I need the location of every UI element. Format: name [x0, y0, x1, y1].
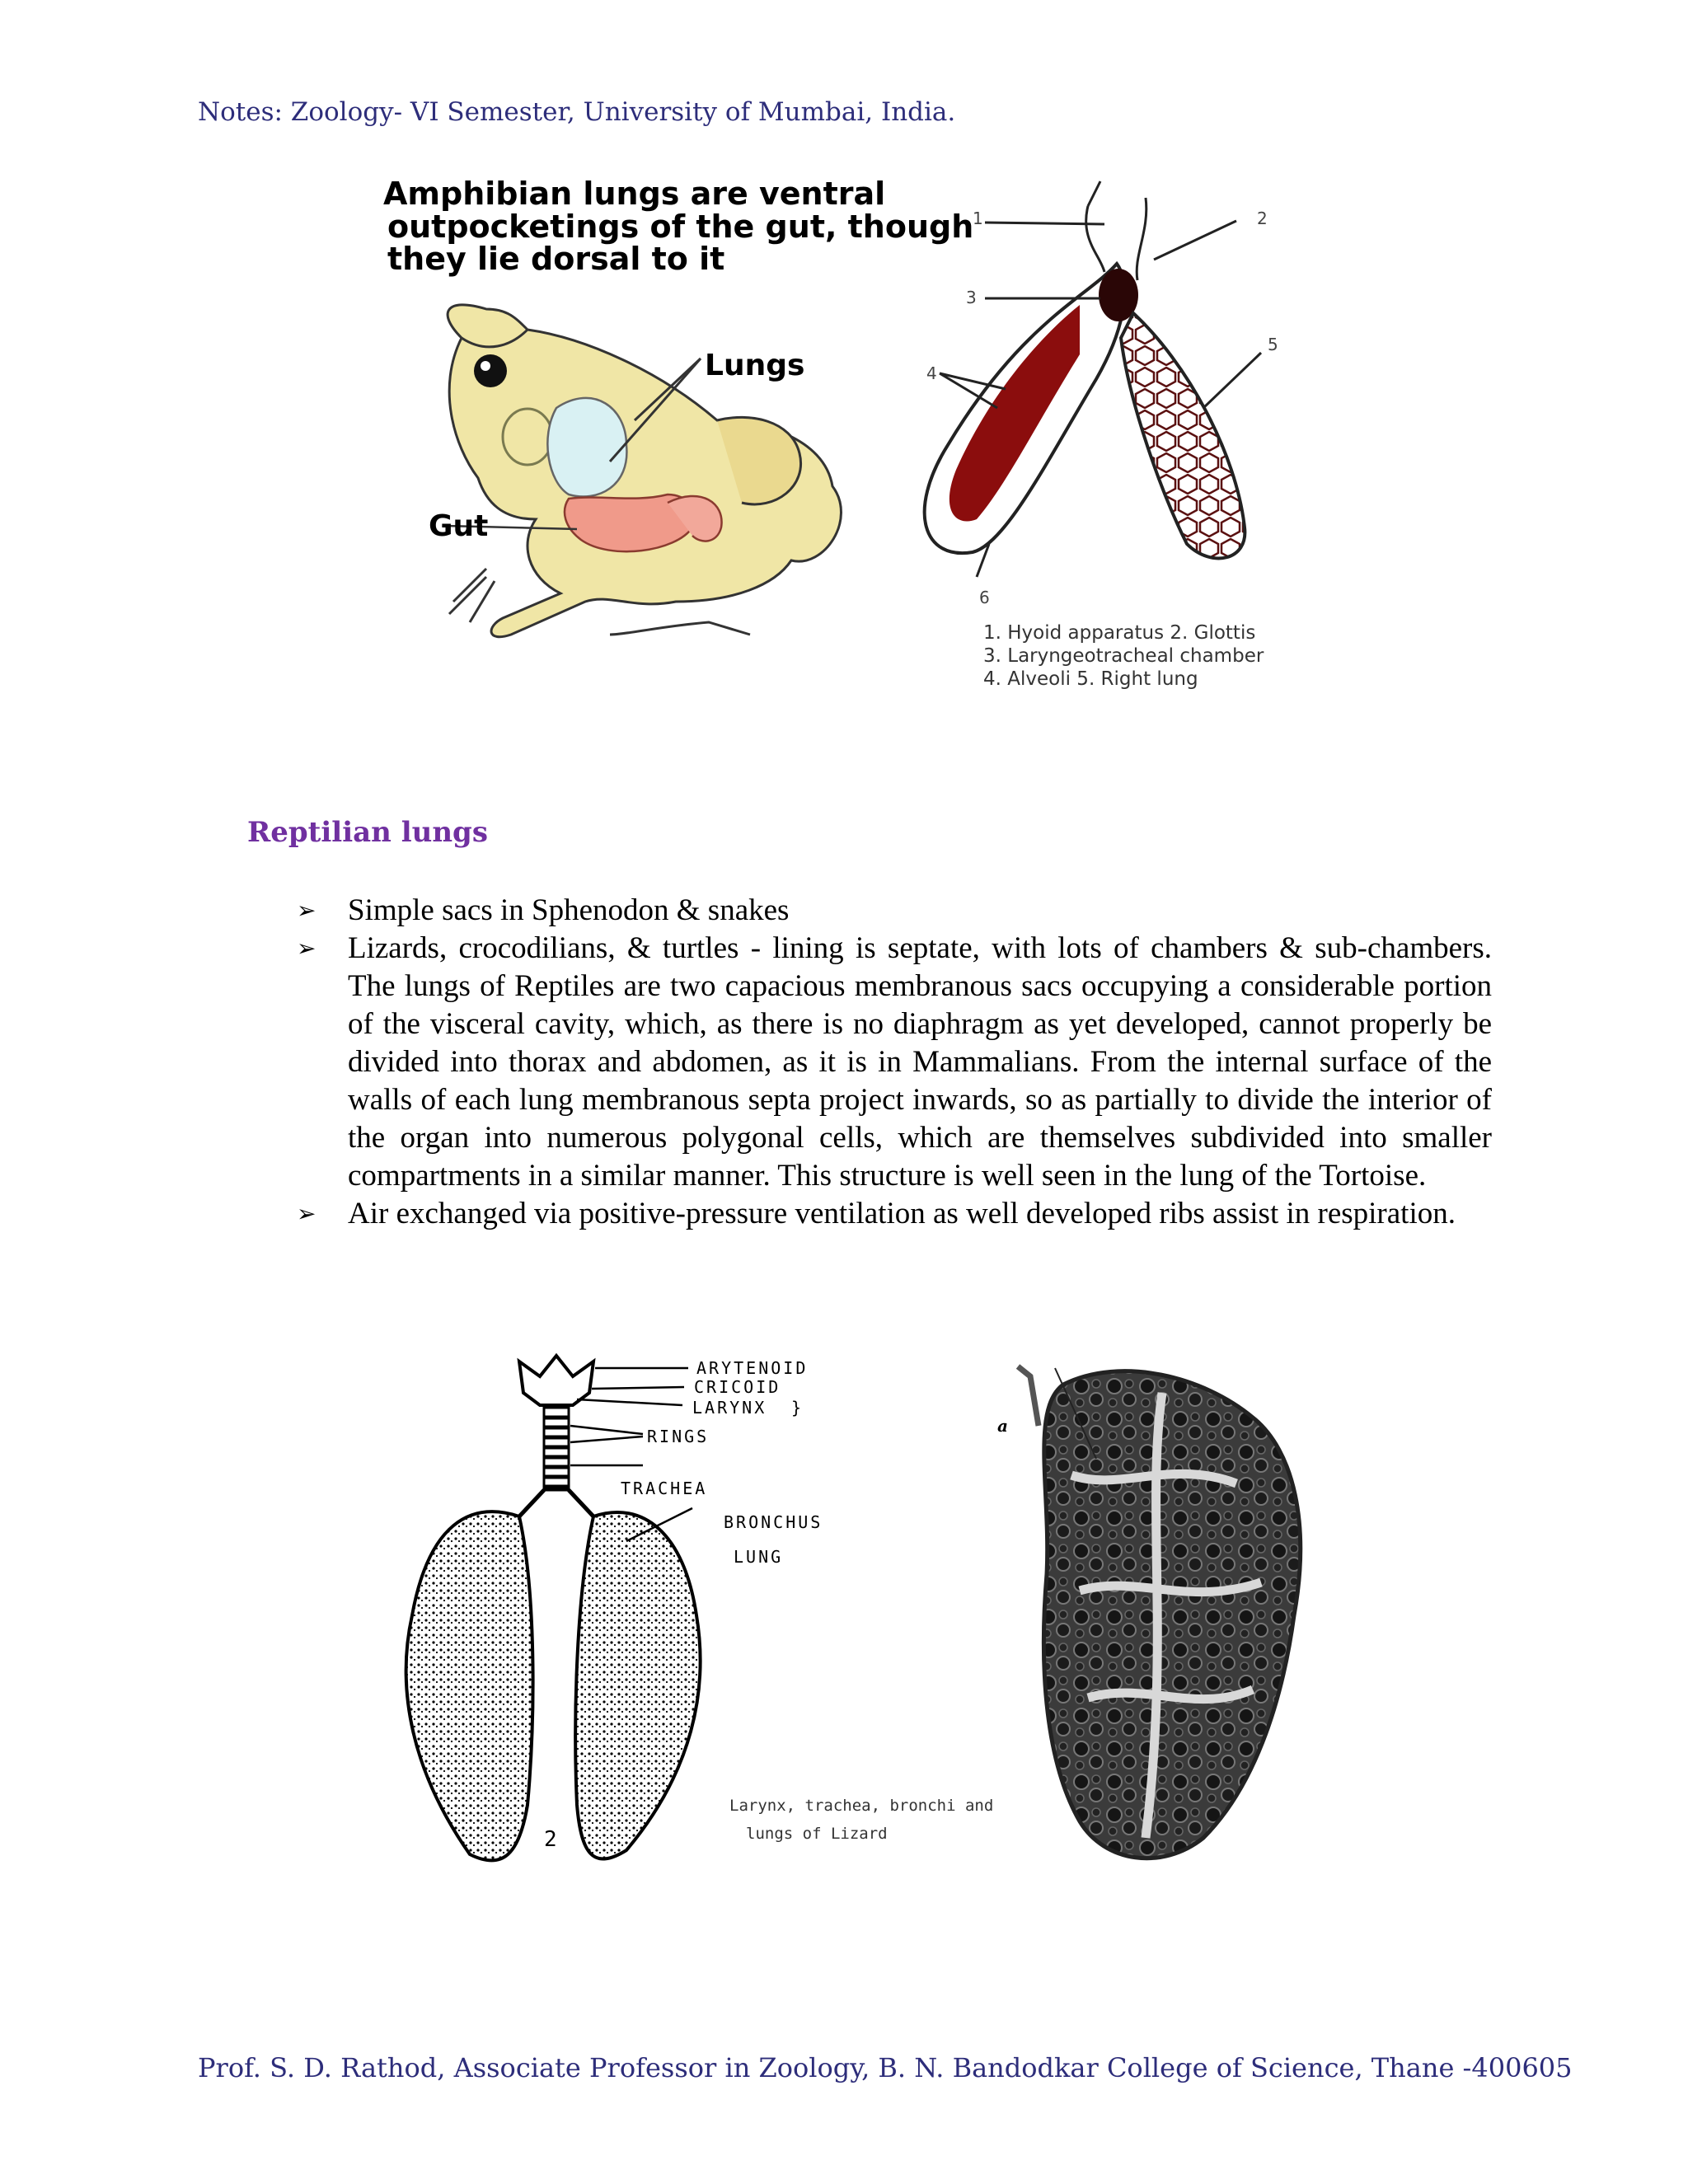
page-footer: Prof. S. D. Rathod, Associate Professor in Zoology, B. N. Bandodkar College of Science, Thane -400605 [198, 2052, 1573, 2083]
bullet-marker: ➢ [297, 897, 316, 924]
bullet-item [297, 930, 1492, 1195]
diagram-number-3: 3 [966, 288, 977, 307]
figure-number: 2 [544, 1827, 557, 1852]
lizard-label-rings: RINGS [647, 1427, 710, 1446]
frog-caption-line-1: Amphibian lungs are ventral [383, 176, 886, 212]
lizard-label-bronchus: BRONCHUS [724, 1512, 823, 1532]
diagram-number-2: 2 [1257, 209, 1268, 228]
diagram-number-1: 1 [973, 209, 983, 228]
tortoise-label: a [997, 1416, 1008, 1436]
frog-caption-line-3: they lie dorsal to it [387, 241, 725, 277]
diagram-legend-line-1: 1. Hyoid apparatus 2. Glottis [983, 622, 1256, 644]
lizard-label-arytenoid: ARYTENOID [696, 1358, 809, 1378]
lizard-label-lung: LUNG [734, 1547, 784, 1567]
diagram-number-5: 5 [1268, 335, 1278, 354]
bullet-text: Lizards, crocodilians, & turtles - lining is septate, with lots of chambers & sub-chambers. The lungs of Reptiles are two capacious membranous sacs occupying a considerable portion of the visceral cavity, which, as there is no diaphragm as yet developed, cannot properly be divided into thorax and abdomen, as it is in Mammalians. From the internal surface of the walls of each lung membranous septa project inwards, so as partially to divide the interior of the organ into numerous polygonal cells, which are themselves subdivided into smaller compartments in a similar manner. This structure is well seen in the lung of the Tortoise. [348, 931, 1492, 1193]
section-title: Reptilian lungs [247, 816, 488, 849]
diagram-legend-line-2: 3. Laryngeotracheal chamber [983, 645, 1264, 667]
bullet-marker: ➢ [297, 935, 316, 962]
lizard-label-trachea: TRACHEA [621, 1479, 708, 1498]
bullet-text: Air exchanged via positive-pressure ventilation as well developed ribs assist in respiration. [348, 1197, 1456, 1230]
bullet-item [297, 1195, 1492, 1233]
diagram-legend-line-3: 4. Alveoli 5. Right lung [983, 668, 1198, 690]
bullet-text: Simple sacs in Sphenodon & snakes [348, 893, 790, 927]
lizard-label-cricoid: CRICOID [694, 1377, 781, 1397]
tortoise-lung-section [1018, 1366, 1301, 1858]
reptilian-figure [379, 1343, 1327, 1871]
lizard-caption-line-2: lungs of Lizard [746, 1825, 888, 1843]
larynx-brace: } [791, 1398, 802, 1418]
bullet-list [297, 892, 1492, 1233]
frog-caption-line-2: outpocketings of the gut, though [387, 209, 974, 245]
page-header: Notes: Zoology- VI Semester, University of Mumbai, India. [198, 97, 956, 127]
lizard-caption-line-1: Larynx, trachea, bronchi and [729, 1797, 994, 1815]
diagram-number-6: 6 [979, 588, 990, 607]
amphibian-figure [363, 173, 1352, 717]
lizard-label-larynx: LARYNX [692, 1398, 767, 1418]
bullet-item [297, 892, 1492, 930]
diagram-number-4: 4 [926, 363, 937, 383]
bullet-marker: ➢ [297, 1200, 316, 1227]
gut-label: Gut [429, 509, 489, 543]
lungs-label: Lungs [705, 349, 805, 382]
